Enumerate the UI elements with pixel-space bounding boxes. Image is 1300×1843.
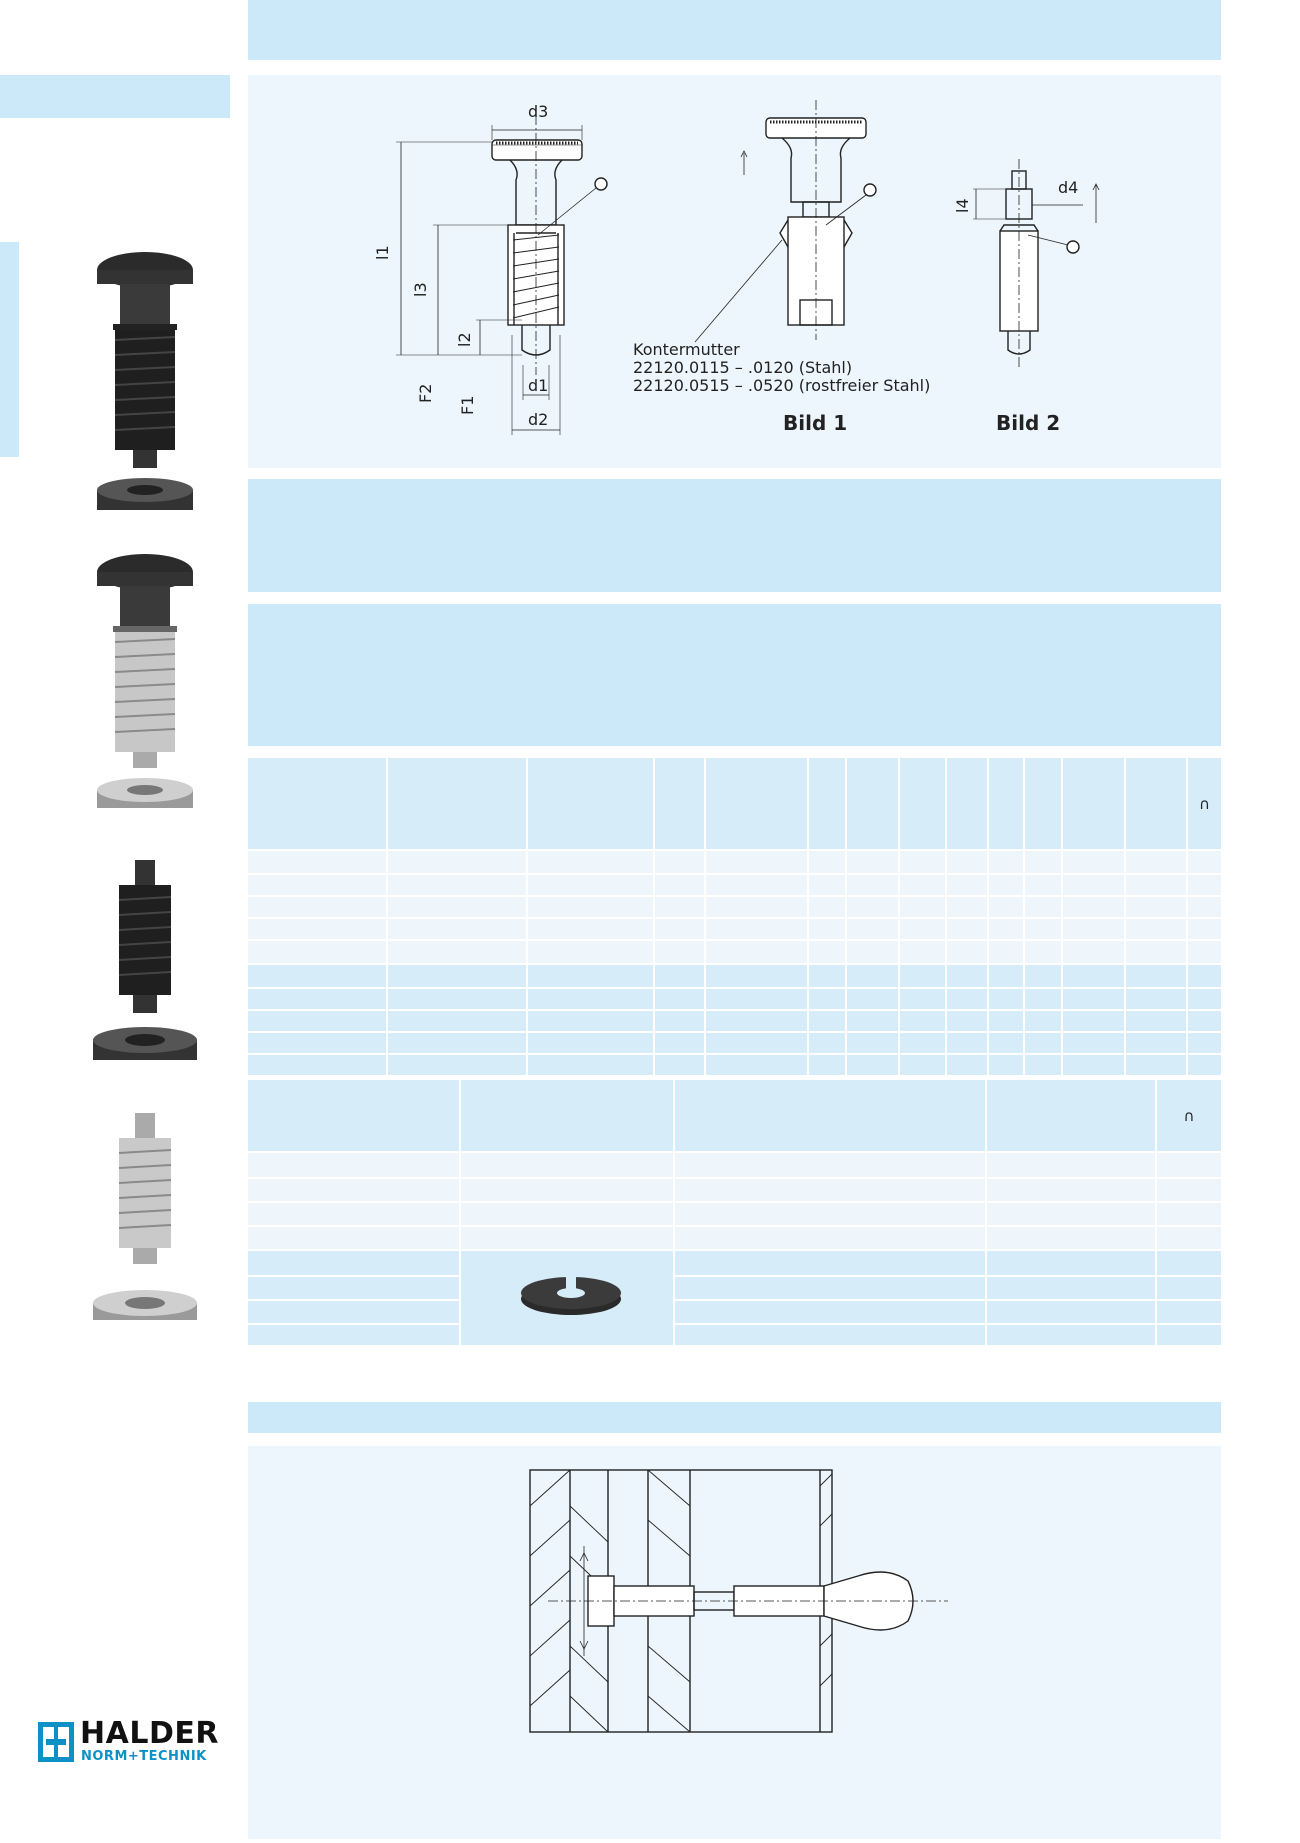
retaining-washer-image bbox=[516, 1271, 626, 1319]
order-table bbox=[248, 1080, 1221, 1347]
ear-icon: ∩ bbox=[1183, 1106, 1195, 1125]
dimensions-table bbox=[248, 758, 1221, 1077]
halder-logo bbox=[38, 1718, 238, 1766]
note-title: Kontermutter bbox=[633, 340, 740, 359]
label-l4: l4 bbox=[953, 198, 972, 213]
note-line-1: 22120.0115 – .0120 (Stahl) bbox=[633, 358, 853, 377]
application-title-band bbox=[248, 1402, 1221, 1433]
threaded-plunger-black-image bbox=[75, 855, 215, 1095]
figure-1-caption: Bild 1 bbox=[783, 411, 848, 435]
indexing-plunger-stainless-image bbox=[75, 550, 215, 830]
label-d3: d3 bbox=[528, 102, 549, 121]
halder-logo-icon bbox=[38, 1722, 74, 1762]
technical-drawing bbox=[248, 75, 1221, 468]
text-panel-2 bbox=[248, 604, 1221, 746]
drawing-panel bbox=[248, 75, 1221, 468]
logo-tagline: NORM+TECHNIK bbox=[81, 1749, 207, 1764]
application-drawing bbox=[248, 1446, 1221, 1839]
ear-icon: ∩ bbox=[1199, 794, 1210, 813]
note-line-2: 22120.0515 – .0520 (rostfreier Stahl) bbox=[633, 376, 931, 395]
text-panel-1 bbox=[248, 479, 1221, 592]
label-l1: l1 bbox=[373, 245, 392, 260]
label-F1: F1 bbox=[458, 395, 477, 415]
label-d4: d4 bbox=[1058, 178, 1079, 197]
indexing-plunger-black-image bbox=[75, 245, 215, 525]
left-strip bbox=[0, 242, 19, 457]
top-band bbox=[248, 0, 1221, 60]
label-l2: l2 bbox=[455, 332, 474, 347]
left-band bbox=[0, 75, 230, 118]
figure-2-caption: Bild 2 bbox=[996, 411, 1061, 435]
label-F2: F2 bbox=[416, 383, 435, 403]
label-l3: l3 bbox=[411, 282, 430, 297]
threaded-plunger-stainless-image bbox=[75, 1108, 215, 1348]
application-panel bbox=[248, 1446, 1221, 1839]
label-d1: d1 bbox=[528, 376, 549, 395]
logo-name: HALDER bbox=[80, 1716, 219, 1751]
label-d2: d2 bbox=[528, 410, 549, 429]
